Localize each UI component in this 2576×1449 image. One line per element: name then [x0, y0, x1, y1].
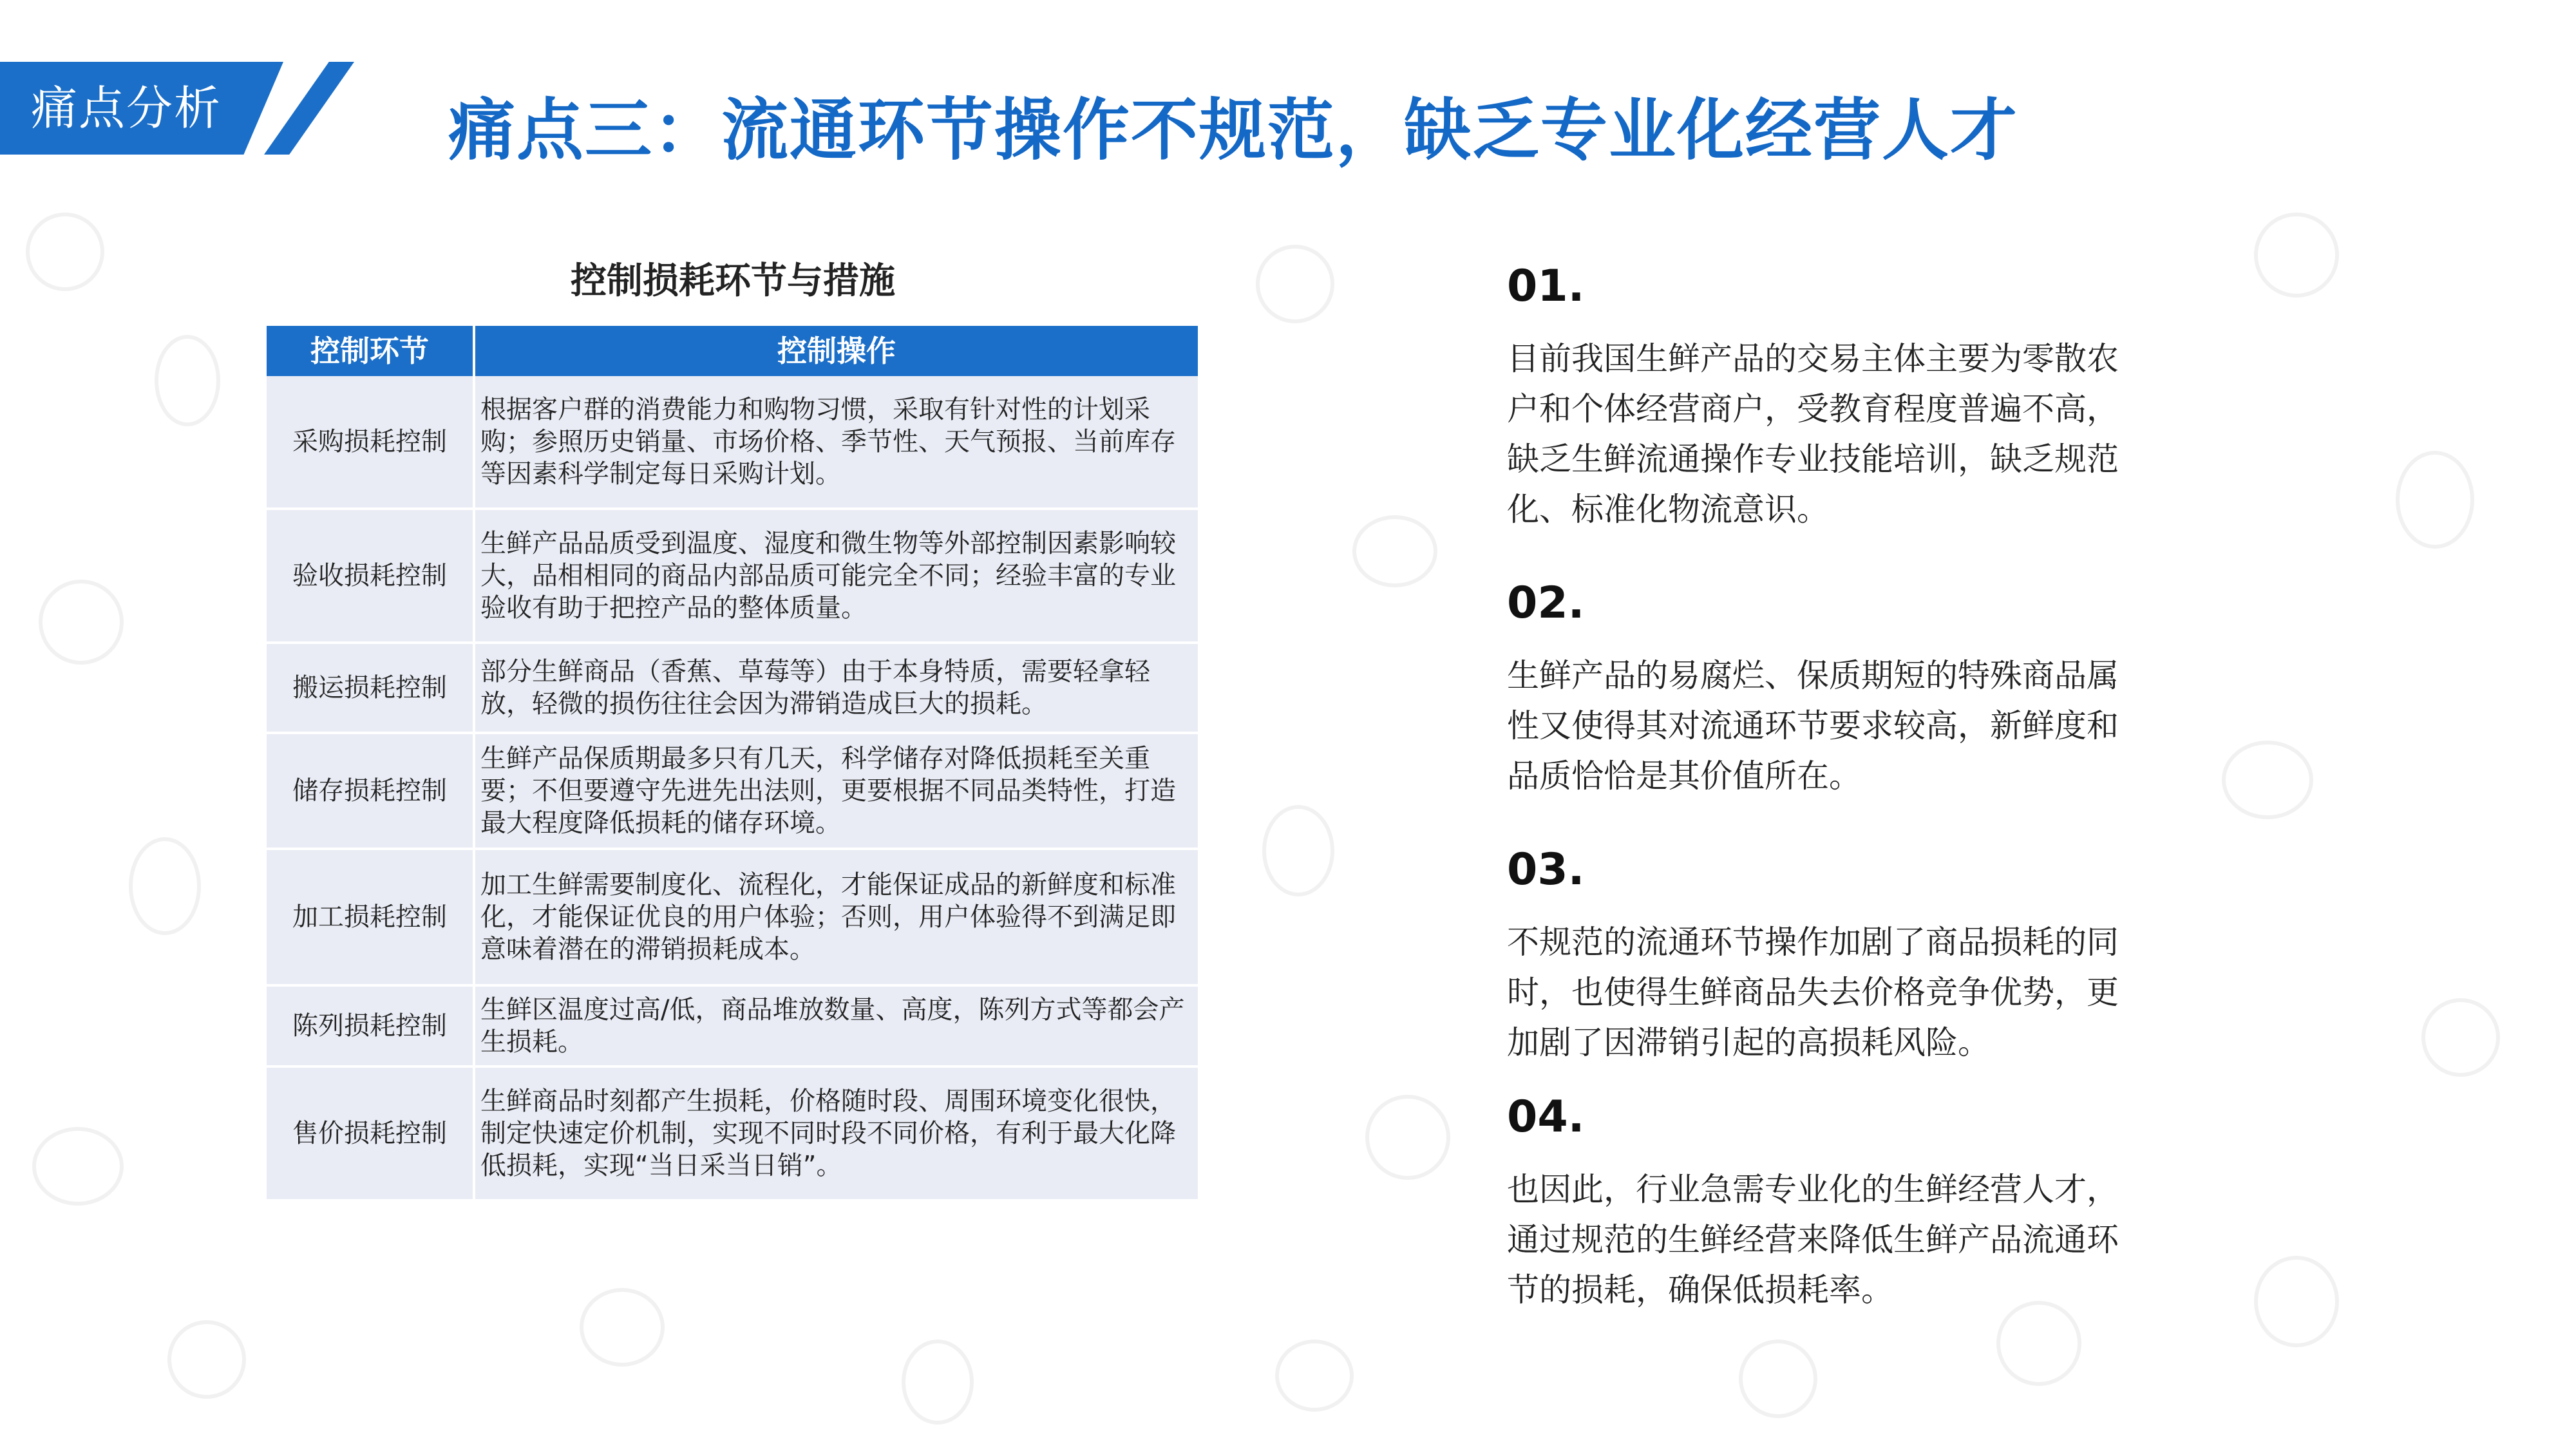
point-text: 目前我国生鲜产品的交易主体主要为零散农户和个体经营商户，受教育程度普遍不高，缺乏生鲜流通操作专业技能培训，缺乏规范化、标准化物流意识。 — [1507, 340, 2119, 528]
section-tag — [0, 62, 353, 155]
table-row — [267, 850, 1198, 987]
point-text: 也因此，行业急需专业化的生鲜经营人才，通过规范的生鲜经营来降低生鲜产品流通环节的损耗，确保低损耗率。 — [1507, 1171, 2119, 1309]
row-operation: 加工生鲜需要制度化、流程化，才能保证成品的新鲜度和标准化，才能保证优良的用户体验；否则，用户体验得不到满足即意味着潜在的滞销损耗成本。 — [475, 850, 1198, 987]
row-operation: 生鲜产品品质受到温度、湿度和微生物等外部控制因素影响较大，品相相同的商品内部品质可能完全不同；经验丰富的专业验收有助于把控产品的整体质量。 — [475, 510, 1198, 644]
section-tag-label: 痛点分析 — [31, 81, 222, 135]
table-row — [267, 376, 1198, 510]
table-row — [267, 644, 1198, 734]
row-stage: 陈列损耗控制 — [267, 987, 475, 1068]
section-tag-stripe — [264, 62, 354, 155]
row-operation: 生鲜区温度过高/低，商品堆放数量、高度，陈列方式等都会产生损耗。 — [475, 987, 1198, 1068]
row-operation: 生鲜商品时刻都产生损耗，价格随时段、周围环境变化很快，制定快速定价机制，实现不同时段不同价格，有利于最大化降低损耗，实现“当日采当日销”。 — [475, 1068, 1198, 1202]
row-operation: 生鲜产品保质期最多只有几天，科学储存对降低损耗至关重要；不但要遵守先进先出法则，更要根据不同品类特性，打造最大程度降低损耗的储存环境。 — [475, 734, 1198, 850]
point-03 — [1507, 841, 2138, 1068]
page-title: 痛点三：流通环节操作不规范，缺乏专业化经营人才 — [448, 91, 2019, 169]
row-stage: 验收损耗控制 — [267, 510, 475, 644]
row-stage: 加工损耗控制 — [267, 850, 475, 987]
point-04 — [1507, 1088, 2138, 1315]
table-row — [267, 510, 1198, 644]
table-title: 控制损耗环节与措施 — [571, 260, 895, 302]
table-row — [267, 1068, 1198, 1202]
table-row — [267, 734, 1198, 850]
table-row — [267, 987, 1198, 1068]
point-number: 02. — [1507, 578, 1585, 629]
point-02 — [1507, 574, 2138, 801]
point-text: 生鲜产品的易腐烂、保质期短的特殊商品属性又使得其对流通环节要求较高，新鲜度和品质恰恰是其价值所在。 — [1507, 657, 2119, 795]
column-header-operation: 控制操作 — [475, 326, 1198, 376]
point-number: 03. — [1507, 844, 1585, 895]
row-stage: 储存损耗控制 — [267, 734, 475, 850]
point-text: 不规范的流通环节操作加剧了商品损耗的同时，也使得生鲜商品失去价格竞争优势，更加剧了因滞销引起的高损耗风险。 — [1507, 923, 2119, 1061]
table-header-row — [267, 326, 1198, 376]
point-01 — [1507, 258, 2138, 535]
row-stage: 采购损耗控制 — [267, 376, 475, 510]
row-stage: 售价损耗控制 — [267, 1068, 475, 1202]
point-number: 04. — [1507, 1092, 1585, 1142]
row-operation: 根据客户群的消费能力和购物习惯，采取有针对性的计划采购；参照历史销量、市场价格、季节性、天气预报、当前库存等因素科学制定每日采购计划。 — [475, 376, 1198, 510]
row-operation: 部分生鲜商品（香蕉、草莓等）由于本身特质，需要轻拿轻放，轻微的损伤往往会因为滞销造成巨大的损耗。 — [475, 644, 1198, 734]
loss-control-table — [267, 326, 1198, 1202]
column-header-stage: 控制环节 — [267, 326, 475, 376]
row-stage: 搬运损耗控制 — [267, 644, 475, 734]
point-number: 01. — [1507, 261, 1585, 312]
